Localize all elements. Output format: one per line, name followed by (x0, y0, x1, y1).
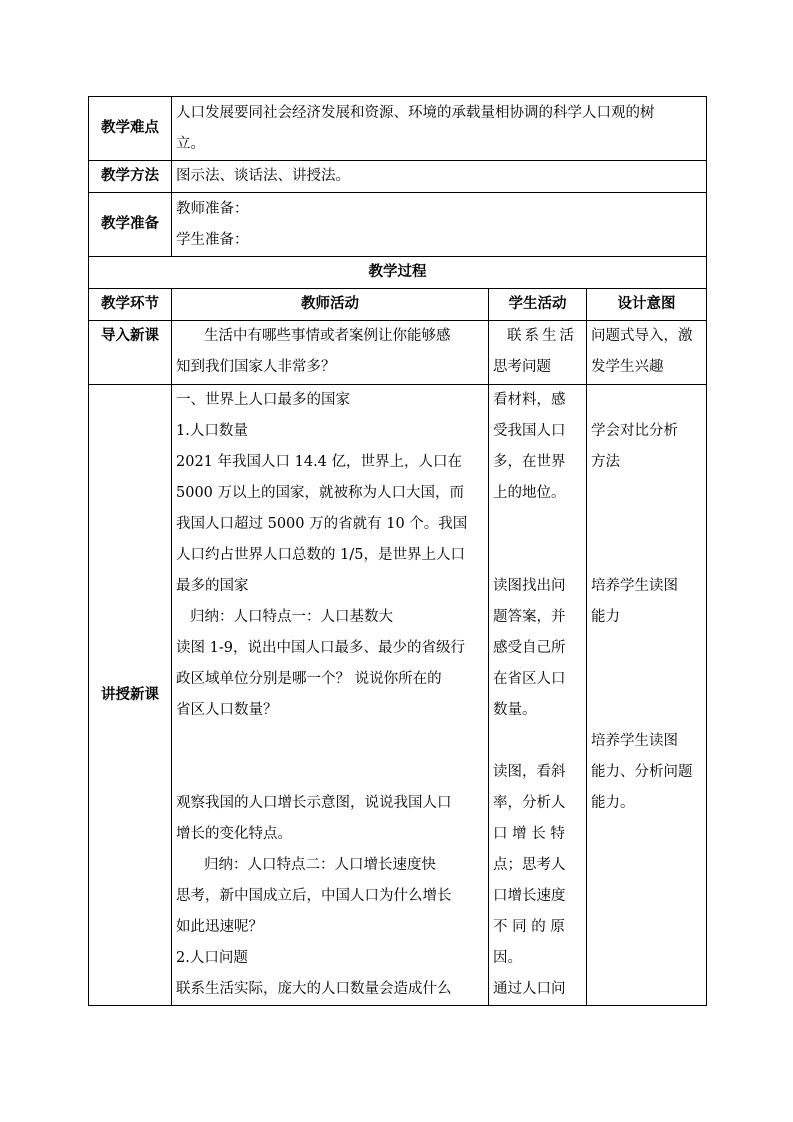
process-title: 教学过程 (89, 257, 707, 289)
intro-teacher-line: 生活中有哪些事情或者案例让你能够感 (204, 328, 451, 344)
lecture-teacher-line: 思考，新中国成立后，中国人口为什么增长 (176, 888, 452, 904)
lecture-student-line: 题答案，并 (493, 609, 566, 625)
row-method (89, 161, 707, 193)
lecture-teacher-summary: 归纳：人口特点二：人口增长速度快 (204, 857, 436, 873)
lecture-teacher-line: 人口约占世界人口总数的 1/5，是世界上人口 (176, 547, 465, 563)
intro-teacher-cell (172, 321, 489, 385)
lecture-student-line: 多，在世界 (493, 454, 566, 470)
lecture-teacher-line: 如此迅速呢？ (176, 919, 263, 935)
intro-intent-cell (587, 321, 707, 385)
lecture-student-cell (489, 385, 587, 1006)
lecture-student-line: 口增长速度 (493, 888, 566, 904)
lecture-student-line: 数量。 (493, 702, 537, 718)
row-preparation (89, 193, 707, 257)
lecture-teacher-summary: 归纳：人口特点一：人口基数大 (190, 609, 393, 625)
lecture-student-line: 受我国人口 (493, 423, 566, 439)
intro-intent-line: 问题式导入，激 (591, 328, 693, 344)
lecture-teacher-cell (172, 385, 489, 1006)
lesson-plan-table (88, 96, 706, 1006)
lecture-intent-line: 方法 (591, 454, 620, 470)
lecture-intent-line: 能力、分析问题 (591, 764, 693, 780)
method-label: 教学方法 (89, 161, 172, 193)
lecture-student-line: 点；思考人 (493, 857, 566, 873)
difficulty-line: 立。 (176, 135, 205, 152)
lecture-stage: 讲授新课 (89, 385, 172, 1006)
intro-student-cell (489, 321, 587, 385)
spacer (591, 385, 702, 416)
lecture-intent-line: 能力 (591, 609, 620, 625)
spacer (591, 478, 702, 571)
lecture-student-line: 率，分析人 (493, 795, 566, 811)
difficulty-line: 人口发展要同社会经济发展和资源、环境的承载量相协调的科学人口观的树 (176, 104, 655, 121)
column-header-teacher: 教师活动 (172, 289, 489, 321)
intro-intent-line: 发学生兴趣 (591, 359, 664, 375)
lecture-teacher-line: 2.人口问题 (176, 950, 248, 966)
lecture-intent-line: 培养学生读图 (591, 733, 678, 749)
lecture-teacher-line: 一、世界上人口最多的国家 (176, 392, 350, 408)
difficulty-content (172, 97, 707, 161)
lecture-teacher-line: 联系生活实际，庞大的人口数量会造成什么 (176, 981, 452, 997)
lecture-student-line: 在省区人口 (493, 671, 566, 687)
lecture-student-line: 看材料，感 (493, 392, 566, 408)
lecture-student-line: 感受自己所 (493, 640, 566, 656)
row-difficulty (89, 97, 707, 161)
lecture-teacher-line: 增长的变化特点。 (176, 826, 292, 842)
lecture-student-line: 不 同 的 原 (493, 919, 565, 935)
lecture-teacher-line: 省区人口数量？ (176, 702, 278, 718)
lecture-teacher-line: 5000 万以上的国家，就被称为人口大国，而 (176, 485, 465, 501)
lecture-student-line: 通过人口问 (493, 981, 566, 997)
spacer (591, 633, 702, 726)
row-intro (89, 321, 707, 385)
teacher-prep-line: 教师准备： (176, 200, 249, 217)
lecture-teacher-line: 观察我国的人口增长示意图，说说我国人口 (176, 795, 452, 811)
column-header-intent: 设计意图 (587, 289, 707, 321)
spacer (176, 726, 484, 788)
intro-student-line: 思考问题 (493, 359, 551, 375)
spacer (493, 509, 582, 571)
lecture-intent-line: 学会对比分析 (591, 423, 678, 439)
spacer (493, 726, 582, 757)
column-header-student: 学生活动 (489, 289, 587, 321)
lecture-teacher-line: 2021 年我国人口 14.4 亿，世界上，人口在 (176, 454, 463, 470)
method-content (172, 161, 707, 193)
lecture-intent-line: 培养学生读图 (591, 578, 678, 594)
lecture-student-line: 因。 (493, 950, 522, 966)
lecture-teacher-line: 政区域单位分别是哪一个？ 说说你所在的 (176, 671, 442, 687)
intro-student-line: 联系生活 (507, 328, 577, 344)
row-process-title (89, 257, 707, 289)
lecture-student-line: 读图，看斜 (493, 764, 566, 780)
preparation-label: 教学准备 (89, 193, 172, 257)
lecture-student-line: 口 增 长 特 (493, 826, 565, 842)
lecture-teacher-line: 我国人口超过 5000 万的省就有 10 个。我国 (176, 516, 468, 532)
method-line: 图示法、谈话法、讲授法。 (176, 168, 350, 184)
lecture-teacher-line: 1.人口数量 (176, 423, 248, 439)
lecture-intent-cell (587, 385, 707, 1006)
preparation-content (172, 193, 707, 257)
lecture-student-line: 读图找出问 (493, 578, 566, 594)
table (88, 96, 707, 1006)
row-column-headers (89, 289, 707, 321)
lecture-teacher-line: 最多的国家 (176, 578, 249, 594)
row-lecture (89, 385, 707, 1006)
lecture-student-line: 上的地位。 (493, 485, 566, 501)
lecture-intent-line: 能力。 (591, 795, 635, 811)
difficulty-label: 教学难点 (89, 97, 172, 161)
student-prep-line: 学生准备： (176, 231, 249, 248)
intro-stage: 导入新课 (89, 321, 172, 385)
lecture-teacher-line: 读图 1-9，说出中国人口最多、最少的省级行 (176, 640, 465, 656)
column-header-stage: 教学环节 (89, 289, 172, 321)
intro-teacher-line: 知到我们国家人非常多？ (176, 359, 336, 375)
